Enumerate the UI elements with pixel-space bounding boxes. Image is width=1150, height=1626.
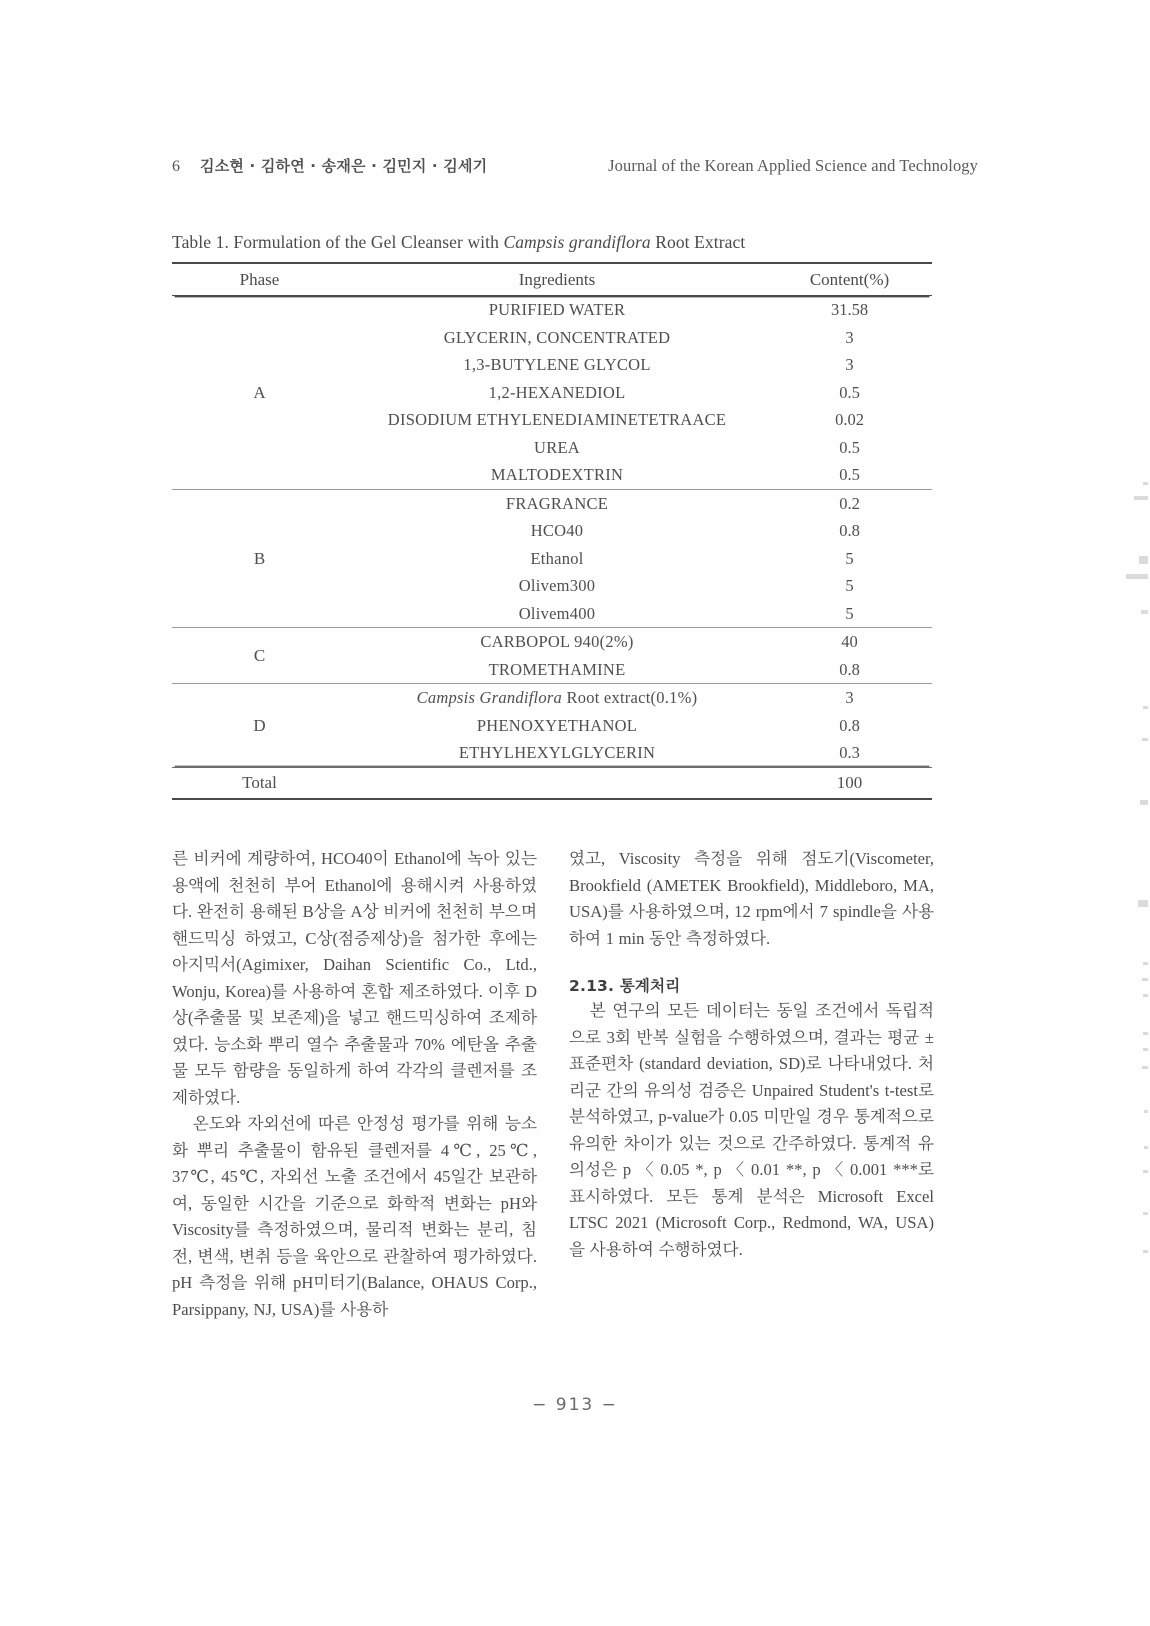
- cell-ingredient: Olivem400: [518, 603, 596, 623]
- table-row: [172, 628, 932, 656]
- cell-phase: D: [253, 715, 266, 735]
- left-paragraph-1: 른 비커에 계량하여, HCO40이 Ethanol에 녹아 있는 용액에 천천히 부어 Ethanol에 용해시켜 사용하였다. 완전히 용해된 B상을 A상 비커에 천천히 부으며 핸드믹싱 하였고, C상(점증제상)을 첨가한 후에는 아지믹서(Agimixer, Daihan Scientific Co., Ltd., Wonju, Korea)를 사용하여 혼합 제조하였다. 이후 D상(추출물 및 보존제)을 넣고 핸드믹싱하여 조제하였다. 능소화 뿌리 열수 추출물과 70% 에탄올 추출물 모두 함량을 동일하게 하여 각각의 클렌저를 조제하였다.: [172, 849, 537, 1107]
- left-paragraph-2: 온도와 자외선에 따른 안정성 평가를 위해 능소화 뿌리 추출물이 함유된 클렌저를 4℃, 25℃, 37℃, 45℃, 자외선 노출 조건에서 45일간 보관하여, 동일한 시간을 기준으로 화학적 변화는 pH와 Viscosity를 측정하였으며, 물리적 변화는 분리, 침전, 변색, 변취 등을 육안으로 관찰하여 평가하였다. pH 측정을 위해 pH미터기(Balance, OHAUS Corp., Parsippany, NJ, USA)를 사용하: [172, 1114, 537, 1319]
- column-header-ingredients: Ingredients: [518, 270, 596, 289]
- table-row: [172, 684, 932, 712]
- cell-content: 0.3: [839, 743, 860, 762]
- cell-ingredient: ETHYLHEXYLGLYCERIN: [458, 743, 656, 762]
- right-text-column: [569, 846, 934, 1323]
- cell-ingredient: PURIFIED WATER: [488, 300, 626, 319]
- table-body: [172, 296, 932, 799]
- cell-content: 0.02: [835, 410, 864, 429]
- cell-content: 0.8: [839, 715, 860, 735]
- cell-ingredient: UREA: [534, 437, 580, 457]
- right-paragraph-1: 였고, Viscosity 측정을 위해 점도기(Viscometer, Brookfield (AMETEK Brookfield), Middleboro, MA, USA)를 사용하였으며, 12 rpm에서 7 spindle을 사용하여 1 min 동안 측정하였다.: [569, 849, 934, 948]
- scan-edge-artifacts: [1134, 470, 1150, 1260]
- cell-content: 3: [845, 327, 854, 347]
- running-head-left: [172, 155, 487, 176]
- cell-phase: B: [253, 548, 266, 568]
- table-caption-species: Campsis grandiflora: [503, 232, 651, 252]
- cell-total-spacer: [347, 767, 767, 799]
- table-caption-suffix: Root Extract: [650, 232, 746, 252]
- cell-ingredient: DISODIUM ETHYLENEDIAMINETETRAACE: [387, 410, 727, 429]
- body-columns: [172, 846, 934, 1323]
- left-text-column: [172, 846, 537, 1323]
- cell-content: 5: [845, 603, 854, 623]
- cell-ingredient: PHENOXYETHANOL: [476, 715, 638, 735]
- cell-ingredient: 1,2-HEXANEDIOL: [488, 382, 626, 402]
- cell-content: 0.5: [839, 382, 860, 402]
- cell-ingredient: TROMETHAMINE: [488, 659, 626, 679]
- cell-phase: A: [253, 382, 266, 402]
- cell-ingredient: HCO40: [530, 521, 584, 540]
- column-header-content: Content(%): [809, 270, 890, 289]
- cell-ingredient: FRAGRANCE: [505, 493, 609, 513]
- formulation-table: [172, 262, 932, 800]
- cell-ingredient: GLYCERIN, CONCENTRATED: [443, 327, 671, 347]
- cell-ingredient: Ethanol: [530, 548, 584, 568]
- cell-total-content: 100: [836, 772, 863, 792]
- table-caption: [172, 232, 932, 253]
- cell-content: 0.8: [839, 659, 860, 679]
- cell-content: 40: [841, 632, 858, 651]
- page-folio: − 913 −: [532, 1395, 618, 1415]
- cell-ingredient: Campsis Grandiflora Root extract(0.1%): [416, 688, 698, 707]
- table-row: [172, 296, 932, 324]
- cell-ingredient: CARBOPOL 940(2%): [480, 632, 634, 651]
- cell-content: 5: [845, 576, 854, 595]
- column-header-phase: Phase: [239, 270, 280, 289]
- cell-ingredient: MALTODEXTRIN: [490, 465, 624, 484]
- header-journal-title: Journal of the Korean Applied Science and Technology: [608, 156, 978, 175]
- right-paragraph-2: 본 연구의 모든 데이터는 동일 조건에서 독립적으로 3회 반복 실험을 수행하였으며, 결과는 평균 ± 표준편차 (standard deviation, SD)로 나타내었다. 처리군 간의 유의성 검증은 Unpaired Student's t-test로 분석하였고, p-value가 0.05 미만일 경우 통계적으로 유의한 차이가 있는 것으로 간주하였다. 통계적 유의성은 p 〈 0.05 *, p 〈 0.01 **, p 〈 0.001 ***로 표시하였다. 모든 통계 분석은 Microsoft Excel LTSC 2021 (Microsoft Corp., Redmond, WA, USA)을 사용하여 수행하였다.: [569, 1001, 934, 1259]
- cell-total-label: Total: [242, 772, 277, 792]
- cell-content: 0.8: [839, 521, 860, 540]
- running-head: [172, 155, 978, 179]
- table-head: [172, 263, 932, 296]
- cell-content: 3: [845, 688, 854, 707]
- cell-content: 0.2: [839, 493, 860, 513]
- cell-content: 0.5: [839, 465, 860, 484]
- table-header-row: [172, 263, 932, 296]
- cell-content: 0.5: [839, 437, 860, 457]
- cell-ingredient: 1,3-BUTYLENE GLYCOL: [463, 355, 651, 374]
- table-total-row: [172, 767, 932, 799]
- cell-ingredient: Olivem300: [518, 576, 596, 595]
- cell-phase: C: [253, 645, 266, 665]
- cell-content: 5: [845, 548, 854, 568]
- cell-content: 3: [845, 355, 854, 374]
- section-heading-2-13: 2.13. 통계처리: [569, 977, 681, 995]
- cell-content: 31.58: [830, 300, 869, 319]
- header-authors: 김소현 · 김하연 · 송재은 · 김민지 · 김세기: [200, 157, 488, 175]
- table-caption-prefix: Table 1. Formulation of the Gel Cleanser with: [172, 232, 504, 252]
- table-row: [172, 489, 932, 517]
- header-page-number: 6: [172, 158, 180, 175]
